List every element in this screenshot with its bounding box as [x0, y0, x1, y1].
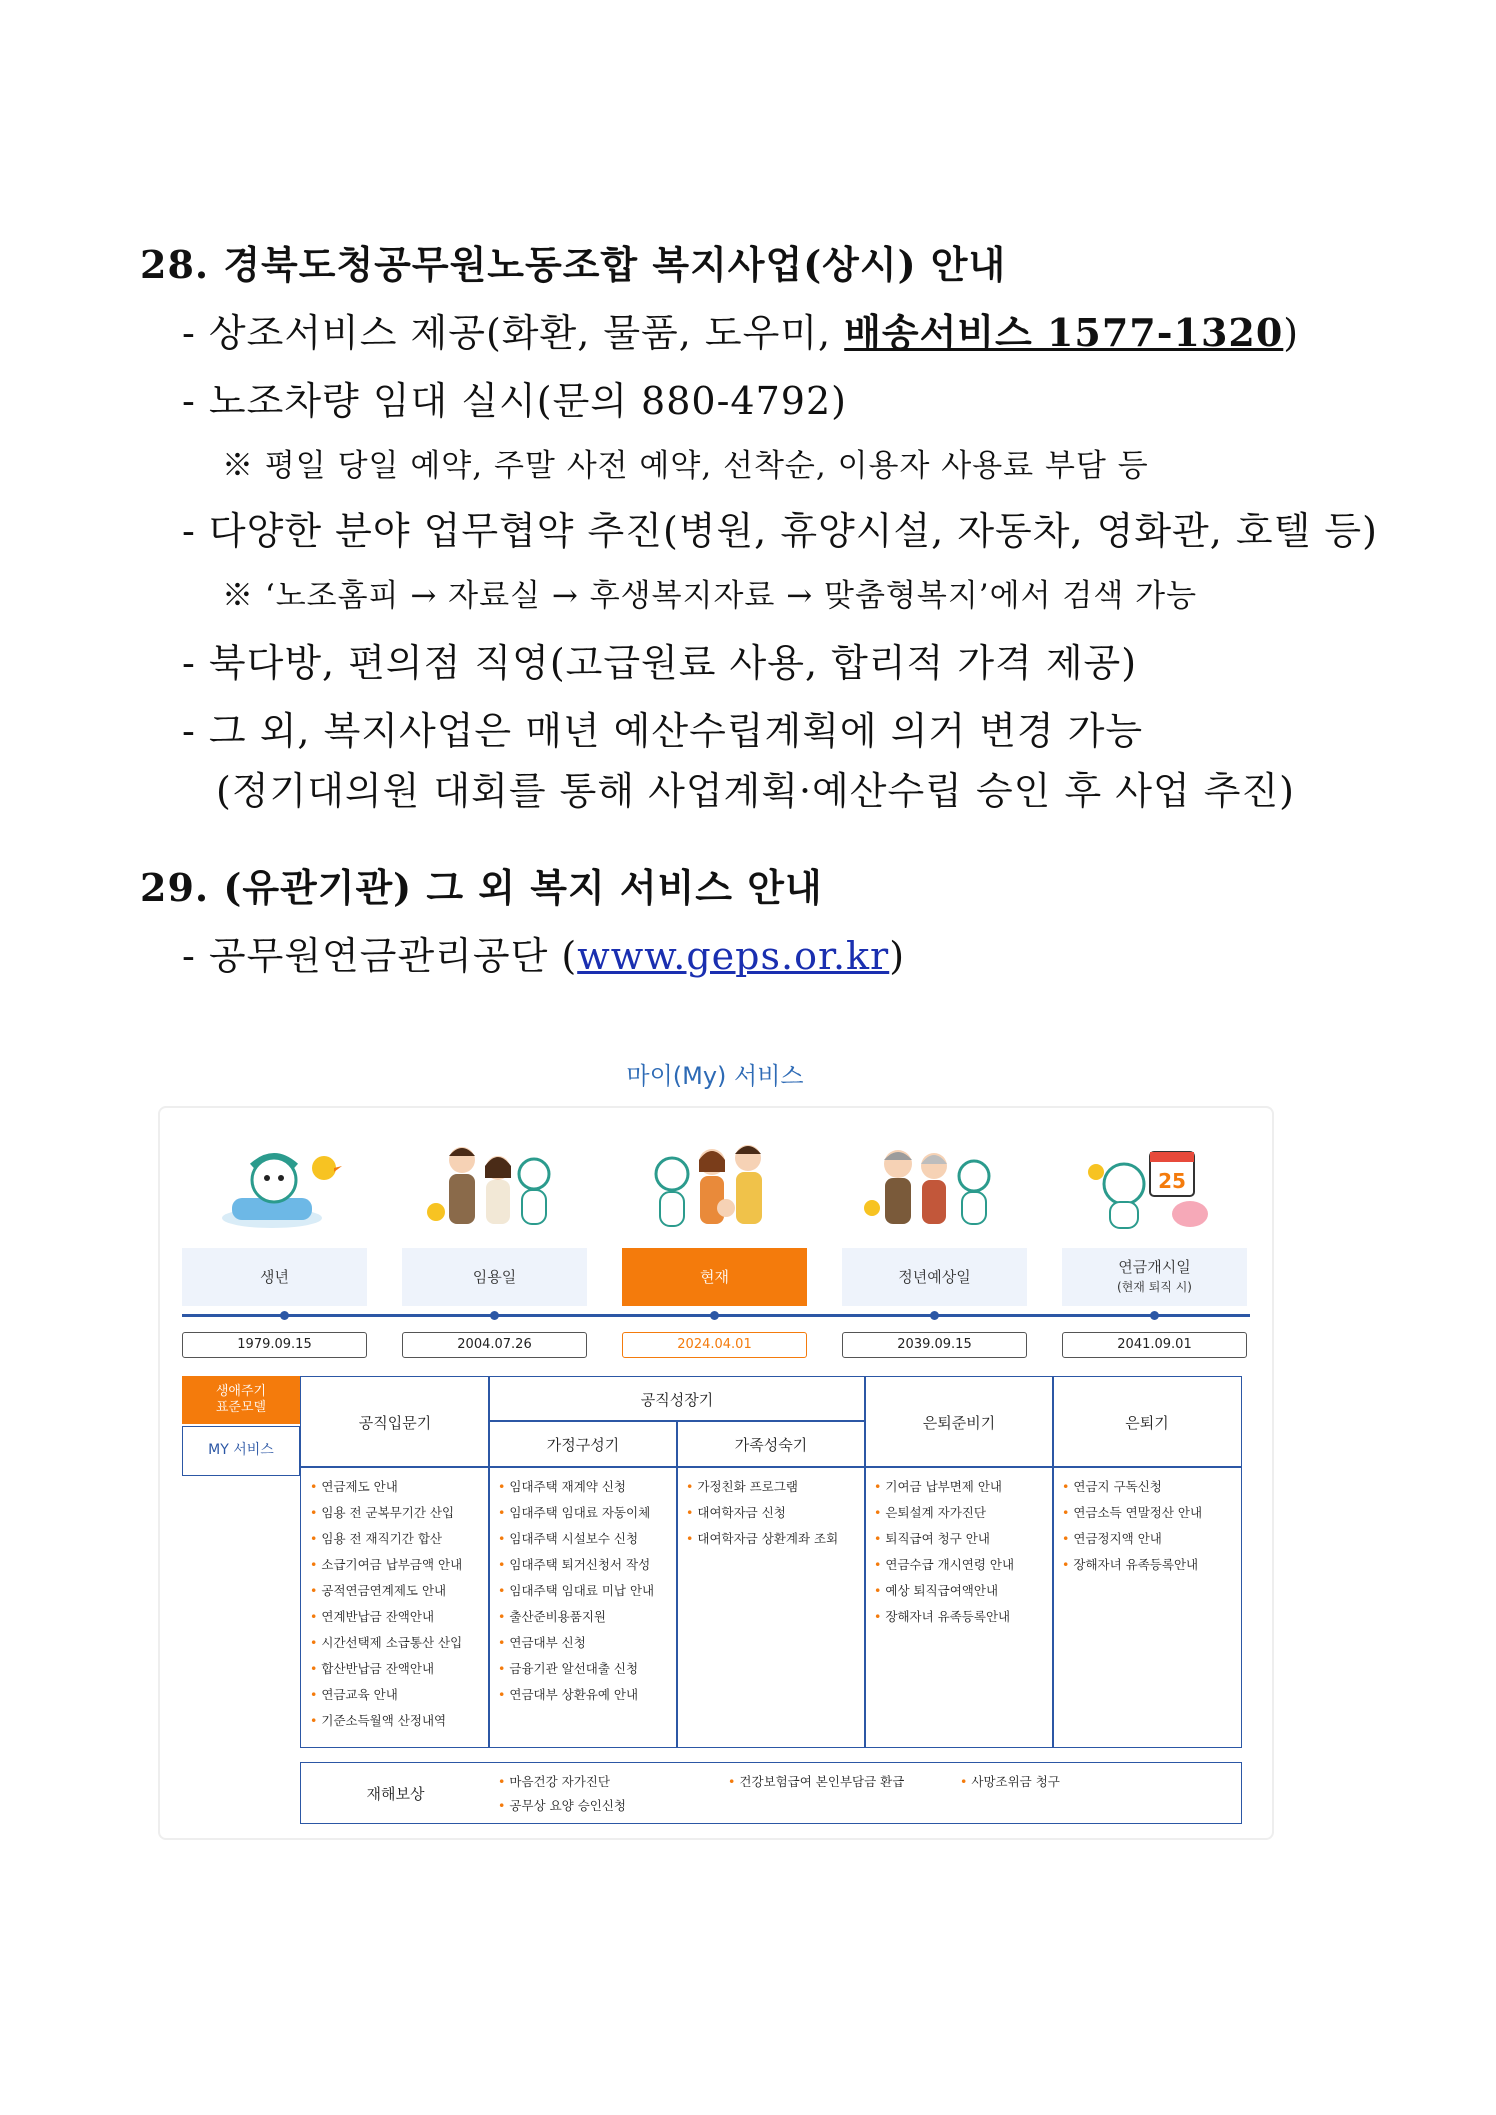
- date-appointment: 2004.07.26: [402, 1332, 587, 1358]
- stage-birth: [182, 1248, 367, 1306]
- note-partnerships: ※ ‘노조홈피 → 자료실 → 후생복지자료 → 맞춤형복지’에서 검색 가능: [222, 578, 1198, 614]
- bullet-vehicle-rental: - 노조차량 임대 실시(문의 880-4792): [182, 379, 847, 423]
- service-link[interactable]: • 공적연금연계제도 안내: [310, 1578, 462, 1604]
- stage-label: 임용일: [472, 1268, 517, 1286]
- service-link[interactable]: • 연금소득 연말정산 안내: [1062, 1500, 1202, 1526]
- note-vehicle-rental: ※ 평일 당일 예약, 주말 사전 예약, 선착순, 이용자 사용료 부담 등: [222, 448, 1149, 484]
- date-pension-start: 2041.09.01: [1062, 1332, 1247, 1358]
- service-link[interactable]: • 연금정지액 안내: [1062, 1526, 1202, 1552]
- service-link[interactable]: • 연금대부 상환유예 안내: [498, 1682, 654, 1708]
- service-link[interactable]: • 사망조위금 청구: [960, 1772, 1060, 1790]
- stage-label: 정년예상일: [898, 1268, 971, 1286]
- list-entry-services: [310, 1474, 462, 1734]
- service-link[interactable]: • 예상 퇴직급여액안내: [874, 1578, 1014, 1604]
- figure-title: 마이(My) 서비스: [626, 1062, 804, 1090]
- service-link[interactable]: • 연계반납금 잔액안내: [310, 1604, 462, 1630]
- service-link[interactable]: • 임대주택 시설보수 신청: [498, 1526, 654, 1552]
- bullet-suffix: ): [889, 934, 906, 978]
- service-link[interactable]: • 임대주택 임대료 자동이체: [498, 1500, 654, 1526]
- header-family-maturing: 가족성숙기: [676, 1420, 866, 1468]
- section-28-title: 28. 경북도청공무원노동조합 복지사업(상시) 안내: [140, 242, 1007, 287]
- pension-mascot-illustration: [1082, 1138, 1222, 1238]
- service-link[interactable]: • 시간선택제 소급통산 산입: [310, 1630, 462, 1656]
- bullet-suffix: ): [1283, 311, 1300, 355]
- baby-mascot-illustration: [212, 1138, 352, 1238]
- service-link[interactable]: • 임대주택 재계약 신청: [498, 1474, 654, 1500]
- service-link[interactable]: • 대여학자금 상환계좌 조회: [686, 1526, 838, 1552]
- service-link[interactable]: • 퇴직급여 청구 안내: [874, 1526, 1014, 1552]
- stage-pension-start: [1062, 1248, 1247, 1306]
- stage-label: 현재: [700, 1268, 729, 1286]
- elderly-couple-mascot-illustration: [862, 1138, 1002, 1238]
- timeline-dot: [490, 1311, 499, 1320]
- bullet-text: - 상조서비스 제공(화환, 물품, 도우미,: [182, 311, 845, 355]
- service-link[interactable]: • 임대주택 퇴거신청서 작성: [498, 1552, 654, 1578]
- bullet-partnerships: - 다양한 분야 업무협약 추진(병원, 휴양시설, 자동차, 영화관, 호텔 등): [182, 509, 1378, 553]
- header-retirement-prep: 은퇴준비기: [864, 1376, 1054, 1468]
- list-family-building-services: [498, 1474, 654, 1708]
- bullet-text: - 공무원연금관리공단 (: [182, 934, 578, 978]
- bullet-other-welfare: - 그 외, 복지사업은 매년 예산수립계획에 의거 변경 가능: [182, 709, 1144, 753]
- header-entry-period: 공직입문기: [300, 1376, 490, 1468]
- date-current: 2024.04.01: [622, 1332, 807, 1358]
- tab-my-service[interactable]: MY 서비스: [182, 1426, 300, 1476]
- service-link[interactable]: • 소급기여금 납부금액 안내: [310, 1552, 462, 1578]
- service-link[interactable]: • 장해자녀 유족등록안내: [1062, 1552, 1202, 1578]
- disaster-label-cell: 재해보상: [300, 1762, 490, 1824]
- header-family-building: 가정구성기: [488, 1420, 678, 1468]
- family-mascot-illustration: [642, 1138, 782, 1238]
- list-retirement-prep-services: [874, 1474, 1014, 1630]
- stage-sublabel: (현재 퇴직 시): [1117, 1280, 1192, 1294]
- service-link[interactable]: • 기여금 납부면제 안내: [874, 1474, 1014, 1500]
- service-link[interactable]: • 대여학자금 신청: [686, 1500, 838, 1526]
- service-link[interactable]: • 마음건강 자가진단: [498, 1772, 610, 1790]
- service-link[interactable]: • 연금교육 안내: [310, 1682, 462, 1708]
- service-link[interactable]: • 임용 전 재직기간 합산: [310, 1526, 462, 1552]
- date-retirement-expected: 2039.09.15: [842, 1332, 1027, 1358]
- service-link[interactable]: • 은퇴설계 자가진단: [874, 1500, 1014, 1526]
- couple-mascot-illustration: [422, 1138, 562, 1238]
- service-link[interactable]: • 연금제도 안내: [310, 1474, 462, 1500]
- bullet-geps: [182, 925, 905, 980]
- stage-label: 연금개시일: [1118, 1258, 1191, 1276]
- geps-link[interactable]: www.geps.or.kr: [577, 934, 890, 978]
- service-link[interactable]: • 임용 전 군복무기간 산입: [310, 1500, 462, 1526]
- service-link[interactable]: • 임대주택 임대료 미납 안내: [498, 1578, 654, 1604]
- timeline-dot: [280, 1311, 289, 1320]
- header-retirement: 은퇴기: [1052, 1376, 1242, 1468]
- service-link[interactable]: • 건강보험급여 본인부담금 환급: [728, 1772, 904, 1790]
- timeline-dot: [930, 1311, 939, 1320]
- service-link[interactable]: • 합산반납금 잔액안내: [310, 1656, 462, 1682]
- date-birth: 1979.09.15: [182, 1332, 367, 1358]
- service-link[interactable]: • 출산준비용품지원: [498, 1604, 654, 1630]
- list-retirement-services: [1062, 1474, 1202, 1578]
- header-growth-period: 공직성장기: [488, 1376, 866, 1422]
- bullet-cafe-store: - 북다방, 편의점 직영(고급원료 사용, 합리적 가격 제공): [182, 641, 1138, 685]
- svg-text:25: 25: [1158, 1169, 1186, 1193]
- stage-current: [622, 1248, 807, 1306]
- delivery-service-link[interactable]: 배송서비스 1577-1320: [844, 310, 1284, 355]
- timeline-dot: [710, 1311, 719, 1320]
- service-link[interactable]: • 연금수급 개시연령 안내: [874, 1552, 1014, 1578]
- service-link[interactable]: • 장해자녀 유족등록안내: [874, 1604, 1014, 1630]
- section-29-title: 29. (유관기관) 그 외 복지 서비스 안내: [140, 865, 823, 910]
- bullet-other-welfare-cont: (정기대의원 대회를 통해 사업계획·예산수립 승인 후 사업 추진): [216, 769, 1295, 813]
- my-service-figure: [158, 1106, 1274, 1840]
- service-link[interactable]: • 연금대부 신청: [498, 1630, 654, 1656]
- service-link[interactable]: • 공무상 요양 승인신청: [498, 1796, 626, 1814]
- service-link[interactable]: • 가정친화 프로그램: [686, 1474, 838, 1500]
- service-link[interactable]: • 금융기관 알선대출 신청: [498, 1656, 654, 1682]
- list-family-maturing-services: [686, 1474, 838, 1552]
- stage-appointment: [402, 1248, 587, 1306]
- timeline-dot: [1150, 1311, 1159, 1320]
- bullet-funeral-service: [182, 302, 1299, 357]
- service-link[interactable]: • 기준소득월액 산정내역: [310, 1708, 462, 1734]
- service-link[interactable]: • 연금지 구독신청: [1062, 1474, 1202, 1500]
- tab-lifecycle-model[interactable]: 생애주기 표준모델: [182, 1376, 300, 1424]
- stage-retirement-expected: [842, 1248, 1027, 1306]
- stage-label: 생년: [260, 1268, 289, 1286]
